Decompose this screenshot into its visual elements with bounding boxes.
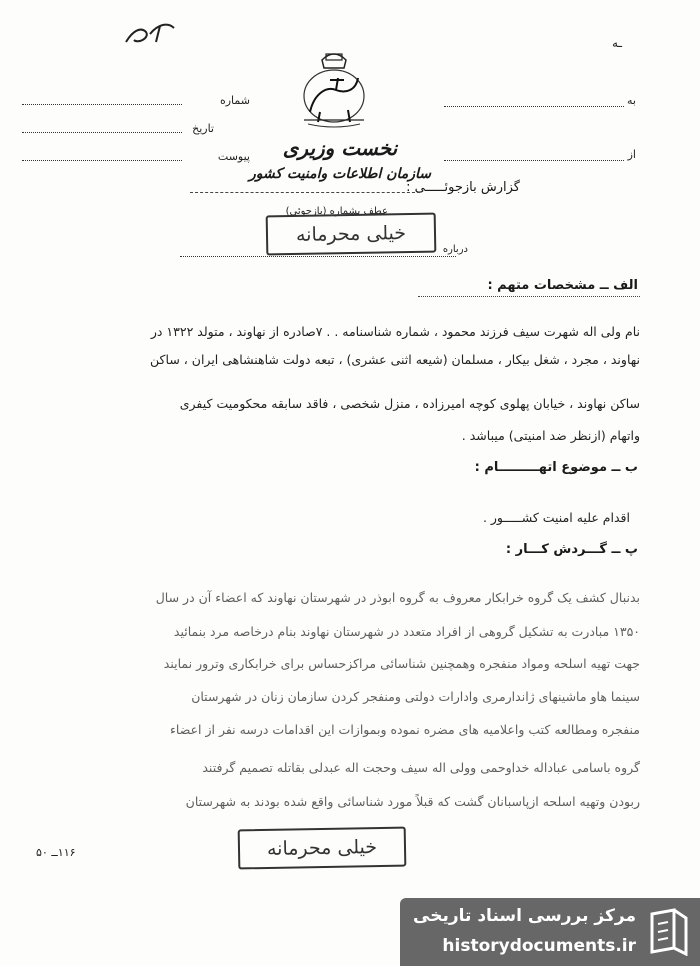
reference-note: عطف بشماره (بازجوئی): [285, 206, 388, 217]
date-field-line: [22, 132, 182, 133]
lion-sun-emblem-icon: [296, 50, 372, 130]
date-label: تاریخ: [192, 122, 214, 135]
section-p-line: ربودن وتهیه اسلحه ازپاسبانان گشت که قبلاً مورد شناسائی واقع شده بودند به شهرستان: [185, 794, 640, 809]
report-subject-dashes: [190, 192, 420, 193]
report-subject: گزارش بازجوئـــــی :: [406, 180, 520, 195]
section-a-line: واتهام (ازنظر ضد امنیتی) میباشد .: [461, 428, 640, 443]
section-p-line: منفجره ومطالعه کتب واعلامیه های مضره نموده وبموازات این اقدامات درسه نفر از اعضاء: [170, 722, 640, 737]
watermark: [400, 898, 700, 966]
attachment-label: پیوست: [217, 150, 250, 163]
section-a-line: نهاوند ، مجرد ، شغل بیکار ، مسلمان (شیعه اثنی عشری) ، تبعه دولت شاهنشاهی ایران ، ساکن: [150, 352, 640, 367]
about-field-line: [180, 256, 456, 257]
section-b-title: ب ــ موضوع اتهـــــــــام :: [474, 460, 638, 475]
section-p-line: سینما هاو ماشینهای ژاندارمری وادارات دولتی ومنفجر کردن سازمان زنان در شهرستان: [191, 689, 640, 704]
ministry-title: نخست وزیری: [282, 136, 398, 160]
handwritten-top-mark: [120, 14, 180, 50]
section-p-line: جهت تهیه اسلحه ومواد منفجره وهمچنین شناسائی مراکزحساس برای خرابکاری وترور نمایند: [163, 656, 640, 671]
section-p-line: ۱۳۵۰ مبادرت به تشکیل گروهی از افراد متعدد در شهرستان نهاوند بنام درخاصه مرد بنمائید: [173, 624, 640, 639]
classification-stamp-bottom: خیلی محرمانه: [238, 827, 407, 870]
page-code: ۱۱۶ــ ۵۰: [36, 846, 76, 859]
section-p-line: گروه باسامی عباداله خداوحمی وولی اله سیف وحجت اله عبدلی بقاتله تصمیم گرفتند: [202, 760, 640, 775]
number-label: شماره: [219, 94, 250, 107]
organization-title: سازمان اطلاعات وامنیت کشور: [248, 166, 432, 182]
section-p-title: پ ــ گـــردش کـــار :: [505, 542, 638, 557]
section-p-line: بدنبال کشف یک گروه خرابکار معروف به گروه ابوذر در شهرستان نهاوند که اعضاء آن در سال: [155, 590, 640, 605]
to-field-line: [444, 106, 624, 107]
section-a-line: ساکن نهاوند ، خیابان پهلوی کوچه امیرزاده ، منزل شخصی ، فاقد سابقه محکومیت کیفری: [179, 396, 640, 411]
classification-stamp-top: خیلی محرمانه: [266, 213, 437, 256]
number-field-line: [22, 104, 182, 105]
watermark-url: historydocuments.ir: [442, 936, 636, 956]
corner-mark: ـه: [612, 36, 622, 50]
handwritten-scribble-icon: [120, 14, 180, 50]
about-label: درباره: [442, 244, 468, 255]
section-b-text: اقدام علیه امنیت کشـــــور .: [482, 510, 630, 525]
watermark-title: مرکز بررسی اسناد تاریخی: [413, 906, 636, 926]
to-label: به: [627, 94, 636, 107]
from-label: از: [627, 148, 636, 161]
from-field-line: [444, 160, 624, 161]
section-a-underline: [418, 296, 640, 297]
section-a-title: الف ــ مشخصات متهم :: [487, 278, 638, 293]
attachment-field-line: [22, 160, 182, 161]
watermark-logo-icon: [646, 908, 692, 956]
section-a-line: نام ولی اله شهرت سیف فرزند محمود ، شماره شناسنامه . . ۷صادره از نهاوند ، متولد ۱۳۲۲ در: [150, 324, 640, 339]
